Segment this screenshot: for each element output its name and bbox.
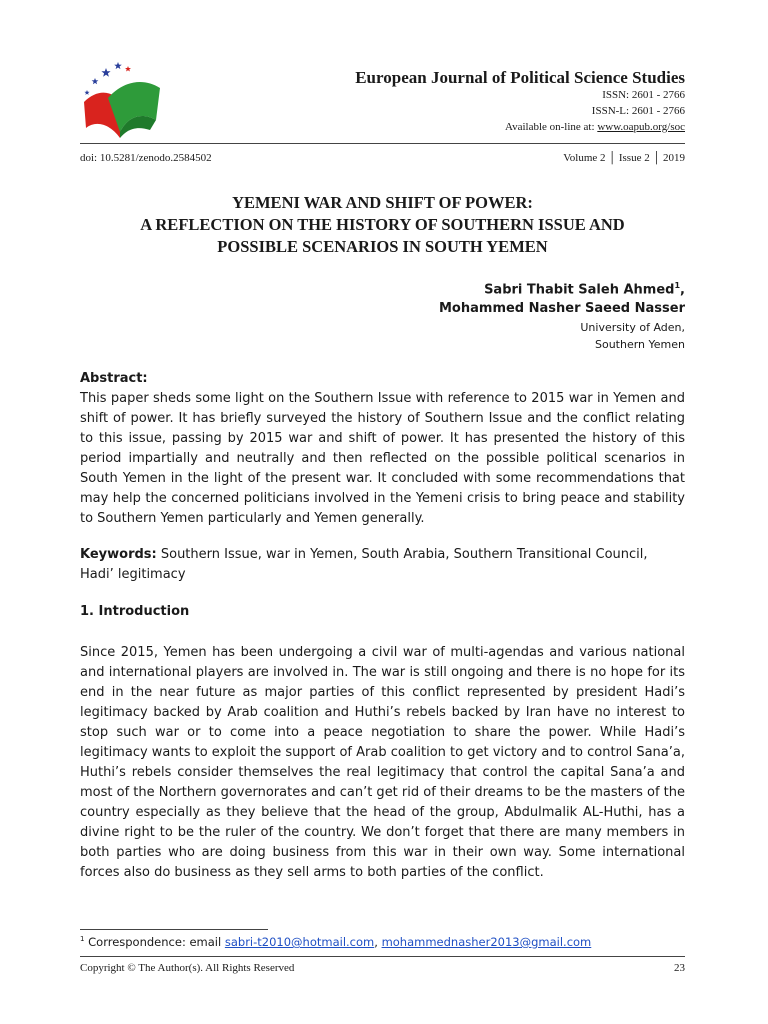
footnote-mark: 1 — [80, 935, 85, 944]
journal-title: European Journal of Political Science Studies — [355, 68, 685, 87]
paper-title — [80, 192, 685, 258]
title-line: POSSIBLE SCENARIOS IN SOUTH YEMEN — [217, 237, 548, 256]
issn: ISSN: 2601 - 2766 — [602, 89, 685, 101]
keywords-label: Keywords: — [80, 547, 157, 562]
author-1-suffix: , — [680, 282, 685, 298]
page-number: 23 — [674, 962, 685, 974]
volume-issue-year: Volume 2 │ Issue 2 │ 2019 — [563, 152, 685, 164]
affiliation-country: Southern Yemen — [594, 338, 685, 351]
footer-rule — [80, 956, 685, 957]
footnote-separator: , — [374, 935, 382, 949]
email-link-2[interactable]: mohammednasher2013@gmail.com — [381, 935, 592, 949]
keywords-text: Southern Issue, war in Yemen, South Arabia, Southern Transitional Council, Hadi’ legitimacy — [80, 547, 648, 582]
introduction-heading: 1. Introduction — [80, 604, 190, 619]
doi: doi: 10.5281/zenodo.2584502 — [80, 152, 212, 164]
author-1 — [484, 281, 685, 297]
affiliation-university: University of Aden, — [580, 321, 685, 334]
footnote-prefix: Correspondence: email — [84, 935, 225, 949]
issn-l: ISSN-L: 2601 - 2766 — [591, 105, 685, 117]
journal-logo — [80, 58, 164, 142]
email-link-1[interactable]: sabri-t2010@hotmail.com — [224, 935, 375, 949]
title-line: YEMENI WAR AND SHIFT OF POWER: — [232, 193, 533, 212]
title-line: A REFLECTION ON THE HISTORY OF SOUTHERN ISSUE AND — [140, 215, 625, 234]
footnote — [80, 935, 591, 949]
online-prefix: Available on-line at: — [504, 121, 598, 133]
journal-website-link[interactable]: www.oapub.org/soc — [597, 121, 685, 133]
author-1-name: Sabri Thabit Saleh Ahmed — [484, 282, 675, 298]
online-availability — [505, 121, 685, 133]
footnote-mark: 1 — [674, 281, 681, 290]
abstract-heading: Abstract: — [80, 371, 148, 386]
footnote-rule — [80, 929, 268, 930]
header-rule — [80, 143, 685, 144]
introduction-text: Since 2015, Yemen has been undergoing a civil war of multi-agendas and various national and international players are involved in. The war is still ongoing and there is no hope for its end in the near future as major parties of this conflict represented by president Hadi’s legitimacy backed by Arab coalition and Huthi’s rebels backed by Iran have no interest to stop such war or to come into a peace negotiation to share the power. While Hadi’s legitimacy wants to exploit the support of Arab coalition to get victory and to control Sana’a, Huthi’s rebels consider themselves the real legitimacy that control the capital Sana’a and most of the Northern governorates and can’t get rid of their dreams to be the masters of the country especially as they believe that the head of the group, Abdulmalik AL-Huthi, has a divine right to be the ruler of the country. We don’t forget that there are many members in both parties who are doing business from this war in their own way. Some international forces also do business as they sell arms to both parties of the conflict. — [80, 645, 685, 880]
copyright: Copyright © The Author(s). All Rights Reserved — [80, 962, 295, 974]
keywords — [80, 545, 685, 585]
abstract-text: This paper sheds some light on the Southern Issue with reference to 2015 war in Yemen and shift of power. It has briefly surveyed the history of Southern Issue and the conflict relating to this issue, passing by 2015 war and shift of power. It has presented the history of this period impartially and neutrally and then reflected on the possible political scenarios in South Yemen in the light of the present war. It concluded with some recommendations that may help the concerned politicians involved in the Yemeni crisis to bring peace and stability to Southern Yemen particularly and Yemen generally. — [80, 391, 685, 526]
author-2: Mohammed Nasher Saeed Nasser — [439, 301, 685, 316]
